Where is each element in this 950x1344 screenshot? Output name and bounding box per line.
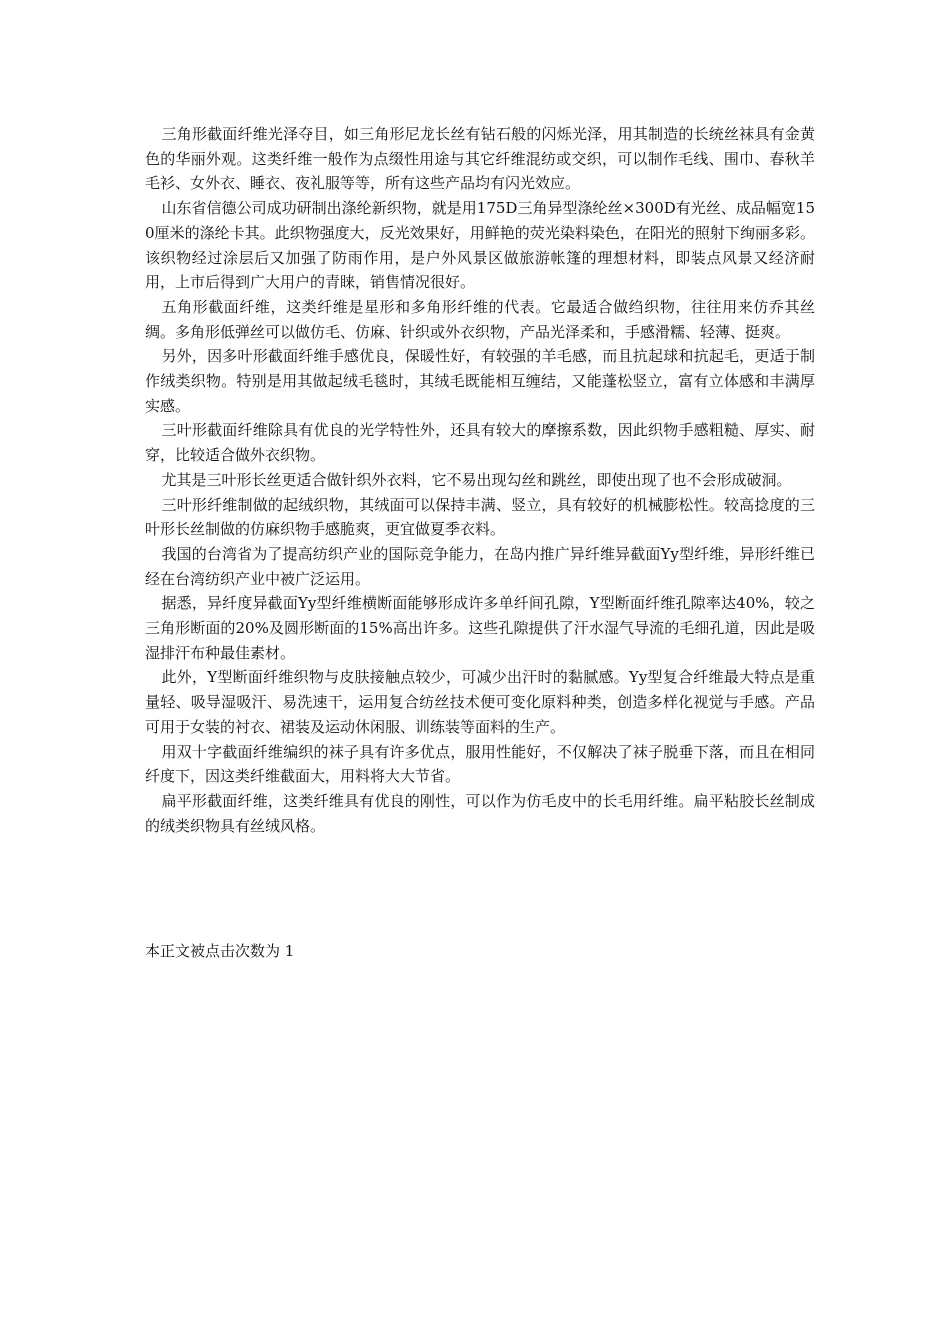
paragraph: 五角形截面纤维，这类纤维是星形和多角形纤维的代表。它最适合做绉织物，往往用来仿乔其丝绸。多角形低弹丝可以做仿毛、仿麻、针织或外衣织物，产品光泽柔和，手感滑糯、轻薄、挺爽。 xyxy=(145,297,815,341)
paragraph: 用双十字截面纤维编织的袜子具有许多优点，服用性能好，不仅解决了袜子脱垂下落，而且在相同纤度下，因这类纤维截面大，用料将大大节省。 xyxy=(145,742,815,786)
paragraph: 此外，Y型断面纤维织物与皮肤接触点较少，可减少出汗时的黏腻感。Yy型复合纤维最大特点是重量轻、吸导湿吸汗、易洗速干，运用复合纺丝技术便可变化原料种类，创造多样化视觉与手感。产品可用于女装的衬衣、裙装及运动休闲服、训练装等面料的生产。 xyxy=(145,668,815,736)
paragraph: 山东省信德公司成功研制出涤纶新织物，就是用175D三角异型涤纶丝×300D有光丝、成品幅宽150厘米的涤纶卡其。此织物强度大，反光效果好，用鲜艳的荧光染料染色，在阳光的照射下绚丽多彩。该织物经过涂层后又加强了防雨作用，是户外风景区做旅游帐篷的理想材料，即装点风景又经济耐用，上市后得到广大用户的青睐，销售情况很好。 xyxy=(145,199,815,292)
paragraph: 另外，因多叶形截面纤维手感优良，保暖性好，有较强的羊毛感，而且抗起球和抗起毛，更适于制作绒类织物。特别是用其做起绒毛毯时，其绒毛既能相互缠结，又能蓬松竖立，富有立体感和丰满厚实感。 xyxy=(145,347,815,415)
paragraph: 据悉，异纤度异截面Yy型纤维横断面能够形成许多单纤间孔隙，Y型断面纤维孔隙率达40%，较之三角形断面的20%及圆形断面的15%高出许多。这些孔隙提供了汗水湿气导流的毛细孔道，因此是吸湿排汗布种最佳素材。 xyxy=(145,594,815,662)
article-body xyxy=(145,122,815,838)
click-count-note: 本正文被点击次数为 1 xyxy=(145,942,295,960)
paragraph: 三角形截面纤维光泽夺目，如三角形尼龙长丝有钻石般的闪烁光泽，用其制造的长统丝袜具有金黄色的华丽外观。这类纤维一般作为点缀性用途与其它纤维混纺或交织，可以制作毛线、围巾、春秋羊毛衫、女外衣、睡衣、夜礼服等等，所有这些产品均有闪光效应。 xyxy=(145,125,815,193)
paragraph: 三叶形纤维制做的起绒织物，其绒面可以保持丰满、竖立，具有较好的机械膨松性。较高捻度的三叶形长丝制做的仿麻织物手感脆爽，更宜做夏季衣料。 xyxy=(145,495,815,539)
paragraph: 三叶形截面纤维除具有优良的光学特性外，还具有较大的摩擦系数，因此织物手感粗糙、厚实、耐穿，比较适合做外衣织物。 xyxy=(145,421,815,465)
paragraph: 我国的台湾省为了提高纺织产业的国际竞争能力，在岛内推广异纤维异截面Yy型纤维，异形纤维已经在台湾纺织产业中被广泛运用。 xyxy=(145,544,815,588)
paragraph: 扁平形截面纤维，这类纤维具有优良的刚性，可以作为仿毛皮中的长毛用纤维。扁平粘胶长丝制成的绒类织物具有丝绒风格。 xyxy=(145,791,815,835)
paragraph: 尤其是三叶形长丝更适合做针织外衣料，它不易出现勾丝和跳丝，即使出现了也不会形成破洞。 xyxy=(161,470,792,489)
